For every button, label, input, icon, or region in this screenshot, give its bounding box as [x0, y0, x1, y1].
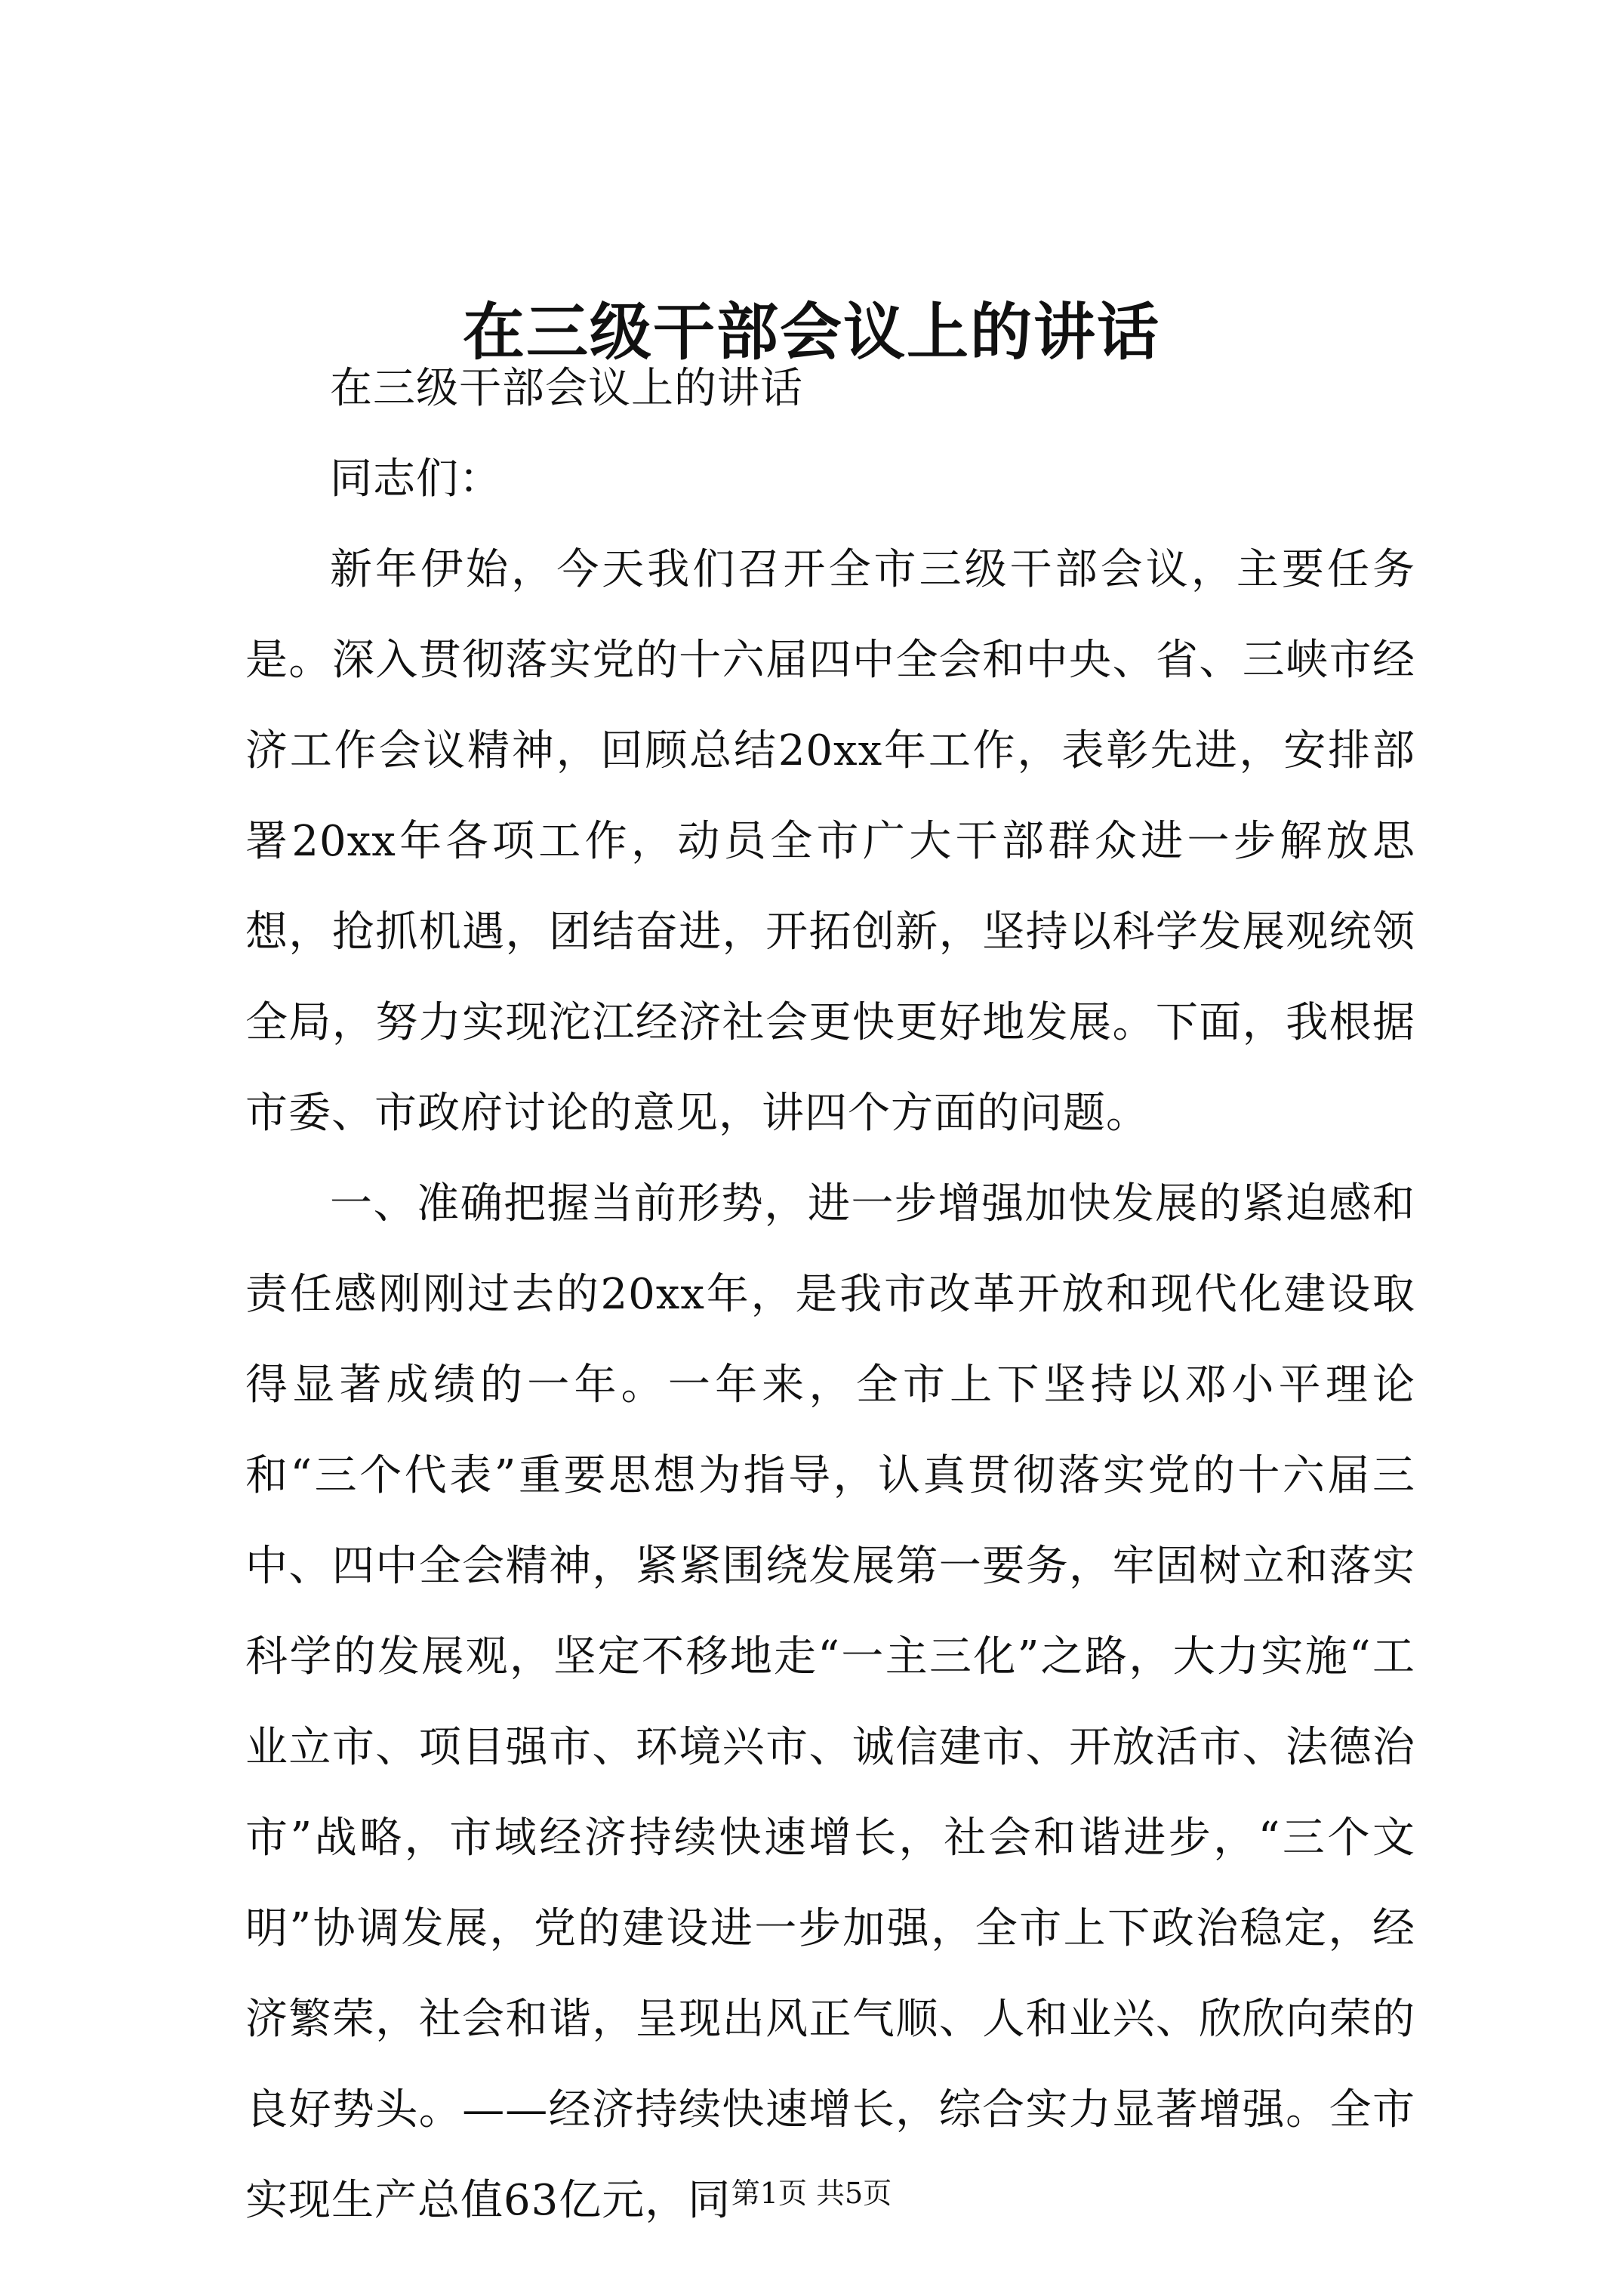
paragraph-section-one: 一、准确把握当前形势，进一步增强加快发展的紧迫感和责任感刚刚过去的20xx年，是我市改革开放和现代化建设取得显著成绩的一年。一年来，全市上下坚持以邓小平理论和“三个代表”重要思想为指导，认真贯彻落实党的十六届三中、四中全会精神，紧紧围绕发展第一要务，牢固树立和落实科学的发展观，坚定不移地走“一主三化”之路，大力实施“工业立市、项目强市、环境兴市、诚信建市、开放活市、法德治市”战略，市域经济持续快速增长，社会和谐进步，“三个文明”协调发展，党的建设进一步加强，全市上下政治稳定，经济繁荣，社会和谐，呈现出风正气顺、人和业兴、欣欣向荣的良好势头。——经济持续快速增长，综合实力显著增强。全市实现生产总值63亿元，同 — [245, 1179, 1415, 2225]
paragraph-heading: 在三级干部会议上的讲话 — [330, 364, 803, 413]
paragraph-salutation: 同志们： — [330, 455, 502, 504]
document-title: 在三级干部会议上的讲话 — [462, 296, 1160, 368]
page-footer: 第1页 共5页 — [731, 2177, 892, 2210]
paragraph-intro: 新年伊始，今天我们召开全市三级干部会议，主要任务是。深入贯彻落实党的十六届四中全会和中央、省、三峡市经济工作会议精神，回顾总结20xx年工作，表彰先进，安排部署20xx年各项工作，动员全市广大干部群众进一步解放思想，抢抓机遇，团结奋进，开拓创新，坚持以科学发展观统领全局，努力实现沱江经济社会更快更好地发展。下面，我根据市委、市政府讨论的意见，讲四个方面的问题。 — [245, 545, 1415, 1138]
document-body — [245, 344, 1415, 2246]
